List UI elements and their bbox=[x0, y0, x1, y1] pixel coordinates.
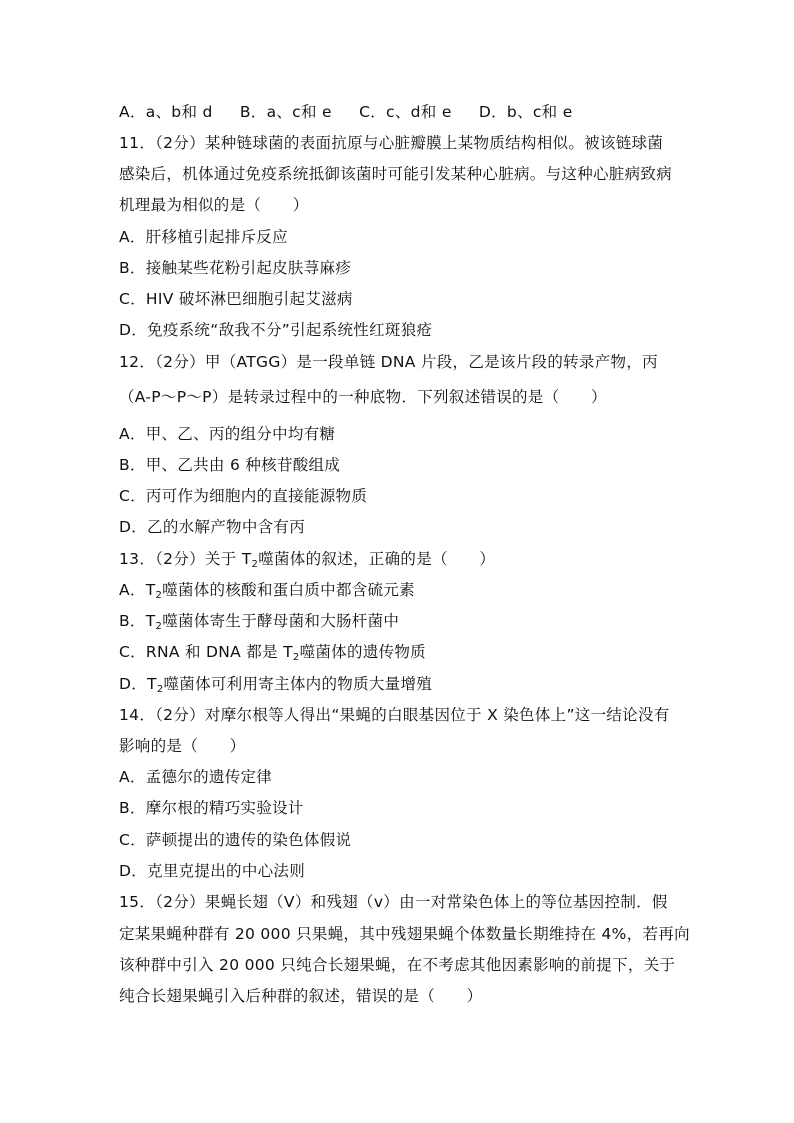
q13-stem bbox=[119, 548, 679, 576]
q14-option-d: D．克里克提出的中心法则 bbox=[119, 862, 306, 880]
q14-stem-line-1: 14．（2分）对摩尔根等人得出“果蝇的白眼基因位于 X 染色体上”这一结论没有 bbox=[119, 706, 670, 724]
q11-option-b: B．接触某些花粉引起皮肤荨麻疹 bbox=[119, 259, 352, 277]
q13-stem-pre: 13．（2分）关于 T bbox=[119, 550, 252, 568]
q14-stem-line-2: 影响的是（ ） bbox=[119, 737, 246, 755]
q13-stem-post: 噬菌体的叙述，正确的是（ ） bbox=[258, 550, 496, 568]
prev-question-options bbox=[119, 101, 679, 123]
q13-option-c-post: 噬菌体的遗传物质 bbox=[299, 643, 426, 661]
q13-option-c-pre: C．RNA 和 DNA 都是 T bbox=[119, 643, 293, 661]
q13-option-c bbox=[119, 641, 679, 669]
q13-option-a-pre: A．T bbox=[119, 581, 156, 599]
q14-option-b: B．摩尔根的精巧实验设计 bbox=[119, 799, 304, 817]
q13-option-b-sub: 2 bbox=[155, 621, 163, 632]
q15-stem-line-3: 该种群中引入 20 000 只纯合长翅果蝇，在不考虑其他因素影响的前提下，关于 bbox=[119, 956, 676, 974]
q11-option-a: A．肝移植引起排斥反应 bbox=[119, 228, 288, 246]
q14-option-c: C．萨顿提出的遗传的染色体假说 bbox=[119, 831, 352, 849]
q12-stem-line-1: 12．（2分）甲（ATGG）是一段单链 DNA 片段，乙是该片段的转录产物，丙 bbox=[119, 353, 658, 371]
prev-option-d: D．b、c和 e bbox=[478, 103, 573, 121]
q11-option-d: D．免疫系统“敌我不分”引起系统性红斑狼疮 bbox=[119, 321, 433, 339]
prev-option-b: B．a、c和 e bbox=[239, 103, 332, 121]
q13-option-b-post: 噬菌体寄生于酵母菌和大肠杆菌中 bbox=[162, 612, 400, 630]
q14-option-a: A．孟德尔的遗传定律 bbox=[119, 768, 273, 786]
q13-option-d-pre: D．T bbox=[119, 675, 157, 693]
q13-option-d-sub: 2 bbox=[156, 684, 164, 695]
q12-option-b: B．甲、乙共由 6 种核苷酸组成 bbox=[119, 456, 341, 474]
q13-option-a-post: 噬菌体的核酸和蛋白质中都含硫元素 bbox=[162, 581, 415, 599]
q11-option-c: C．HIV 破坏淋巴细胞引起艾滋病 bbox=[119, 290, 353, 308]
q13-option-a bbox=[119, 579, 679, 607]
prev-option-a: A．a、b和 d bbox=[119, 103, 213, 121]
q12-stem-line-2: （A-P～P～P）是转录过程中的一种底物．下列叙述错误的是（ ） bbox=[119, 388, 607, 406]
q12-option-d: D．乙的水解产物中含有丙 bbox=[119, 518, 306, 536]
q12-option-c: C．丙可作为细胞内的直接能源物质 bbox=[119, 487, 368, 505]
q11-stem-line-1: 11．（2分）某种链球菌的表面抗原与心脏瓣膜上某物质结构相似。被该链球菌 bbox=[119, 134, 664, 152]
q12-option-a: A．甲、乙、丙的组分中均有糖 bbox=[119, 425, 336, 443]
q13-option-b bbox=[119, 610, 679, 638]
q11-stem-line-2: 感染后，机体通过免疫系统抵御该菌时可能引发某种心脏病。与这种心脏病致病 bbox=[119, 165, 673, 183]
q13-option-d-post: 噬菌体可利用寄主体内的物质大量增殖 bbox=[163, 675, 433, 693]
q13-option-c-sub: 2 bbox=[292, 652, 300, 663]
q15-stem-line-2: 定某果蝇种群有 20 000 只果蝇，其中残翅果蝇个体数量长期维持在 4%，若再向 bbox=[119, 925, 690, 943]
q13-option-a-sub: 2 bbox=[155, 590, 163, 601]
q13-option-b-pre: B．T bbox=[119, 612, 156, 630]
q13-stem-sub: 2 bbox=[251, 559, 259, 570]
prev-option-c: C．c、d和 e bbox=[359, 103, 452, 121]
q15-stem-line-4: 纯合长翅果蝇引入后种群的叙述，错误的是（ ） bbox=[119, 987, 483, 1005]
q13-option-d bbox=[119, 673, 679, 701]
q15-stem-line-1: 15．（2分）果蝇长翅（V）和残翅（v）由一对常染色体上的等位基因控制．假 bbox=[119, 893, 668, 911]
q11-stem-line-3: 机理最为相似的是（ ） bbox=[119, 196, 309, 214]
